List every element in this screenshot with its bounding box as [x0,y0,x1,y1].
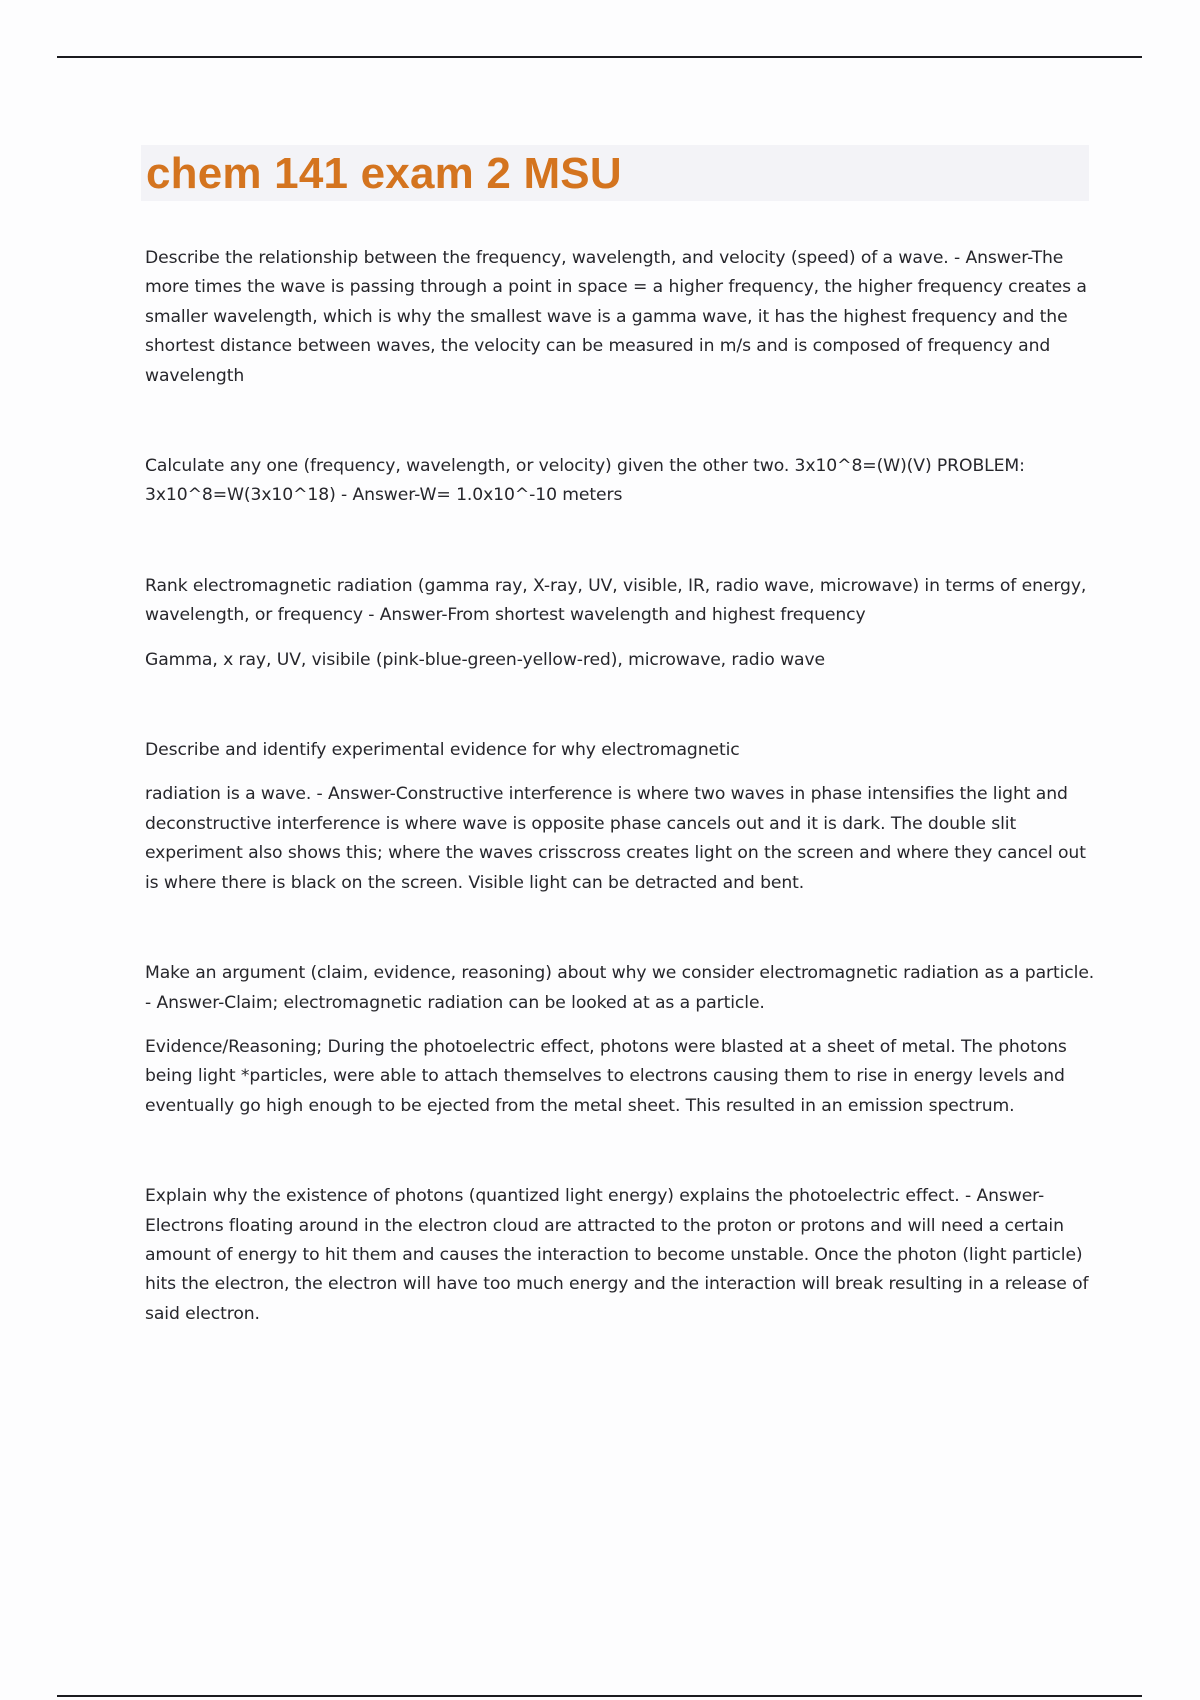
qa-section [145,572,1095,675]
document-title: chem 141 exam 2 MSU [146,149,622,198]
document-body [145,244,1095,1329]
question-answer-paragraph: Rank electromagnetic radiation (gamma ray, X-ray, UV, visible, IR, radio wave, microwave) in terms of energy, wavelength, or frequency - Answer-From shortest wavelength and highest frequency [145,575,1087,626]
footer-rule [57,1695,1142,1697]
answer-continuation-paragraph: Gamma, x ray, UV, visibile (pink-blue-green-yellow-red), microwave, radio wave [145,649,826,670]
question-answer-paragraph: Calculate any one (frequency, wavelength, or velocity) given the other two. 3x10^8=(W)(V) PROBLEM: 3x10^8=W(3x10^18) - Answer-W= 1.0x10^-10 meters [145,456,1025,506]
question-answer-paragraph: Describe the relationship between the frequency, wavelength, and velocity (speed) of a wave. - Answer-The more times the wave is passing through a point in space = a higher frequency, the higher frequency creates a smaller wavelength, which is why the smallest wave is a gamma wave, it has the highest frequency and the shortest distance between waves, the velocity can be measured in m/s and is composed of frequency and wavelength [145,248,1087,386]
qa-section [145,452,1095,511]
question-answer-paragraph: Describe and identify experimental evidence for why electromagnetic [145,740,740,761]
qa-section [145,1182,1095,1329]
qa-section [145,736,1095,898]
answer-continuation-paragraph: Evidence/Reasoning; During the photoelectric effect, photons were blasted at a sheet of metal. The photons being light *particles, were able to attach themselves to electrons causing them to rise in energy levels and eventually go high enough to be ejected from the metal sheet. This resulted in an emission spectrum. [145,1036,1067,1116]
question-answer-paragraph: Explain why the existence of photons (quantized light energy) explains the photoelectric effect. - Answer-Electrons floating around in the electron cloud are attracted to the proton or protons and will need a certain amount of energy to hit them and causes the interaction to become unstable. Once the photon (light particle) hits the electron, the electron will have too much energy and the interaction will break resulting in a release of said electron. [145,1186,1089,1324]
qa-section [145,959,1095,1121]
question-answer-paragraph: Make an argument (claim, evidence, reasoning) about why we consider electromagnetic radiation as a particle. - Answer-Claim; electromagnetic radiation can be looked at as a particle. [145,963,1095,1013]
answer-continuation-paragraph: radiation is a wave. - Answer-Constructive interference is where two waves in phase intensifies the light and deconstructive interference is where wave is opposite phase cancels out and it is dark. The double slit experiment also shows this; where the waves crisscross creates light on the screen and where they cancel out is where there is black on the screen. Visible light can be detracted and bent. [145,784,1086,893]
header-rule [57,56,1142,58]
qa-section [145,244,1095,391]
